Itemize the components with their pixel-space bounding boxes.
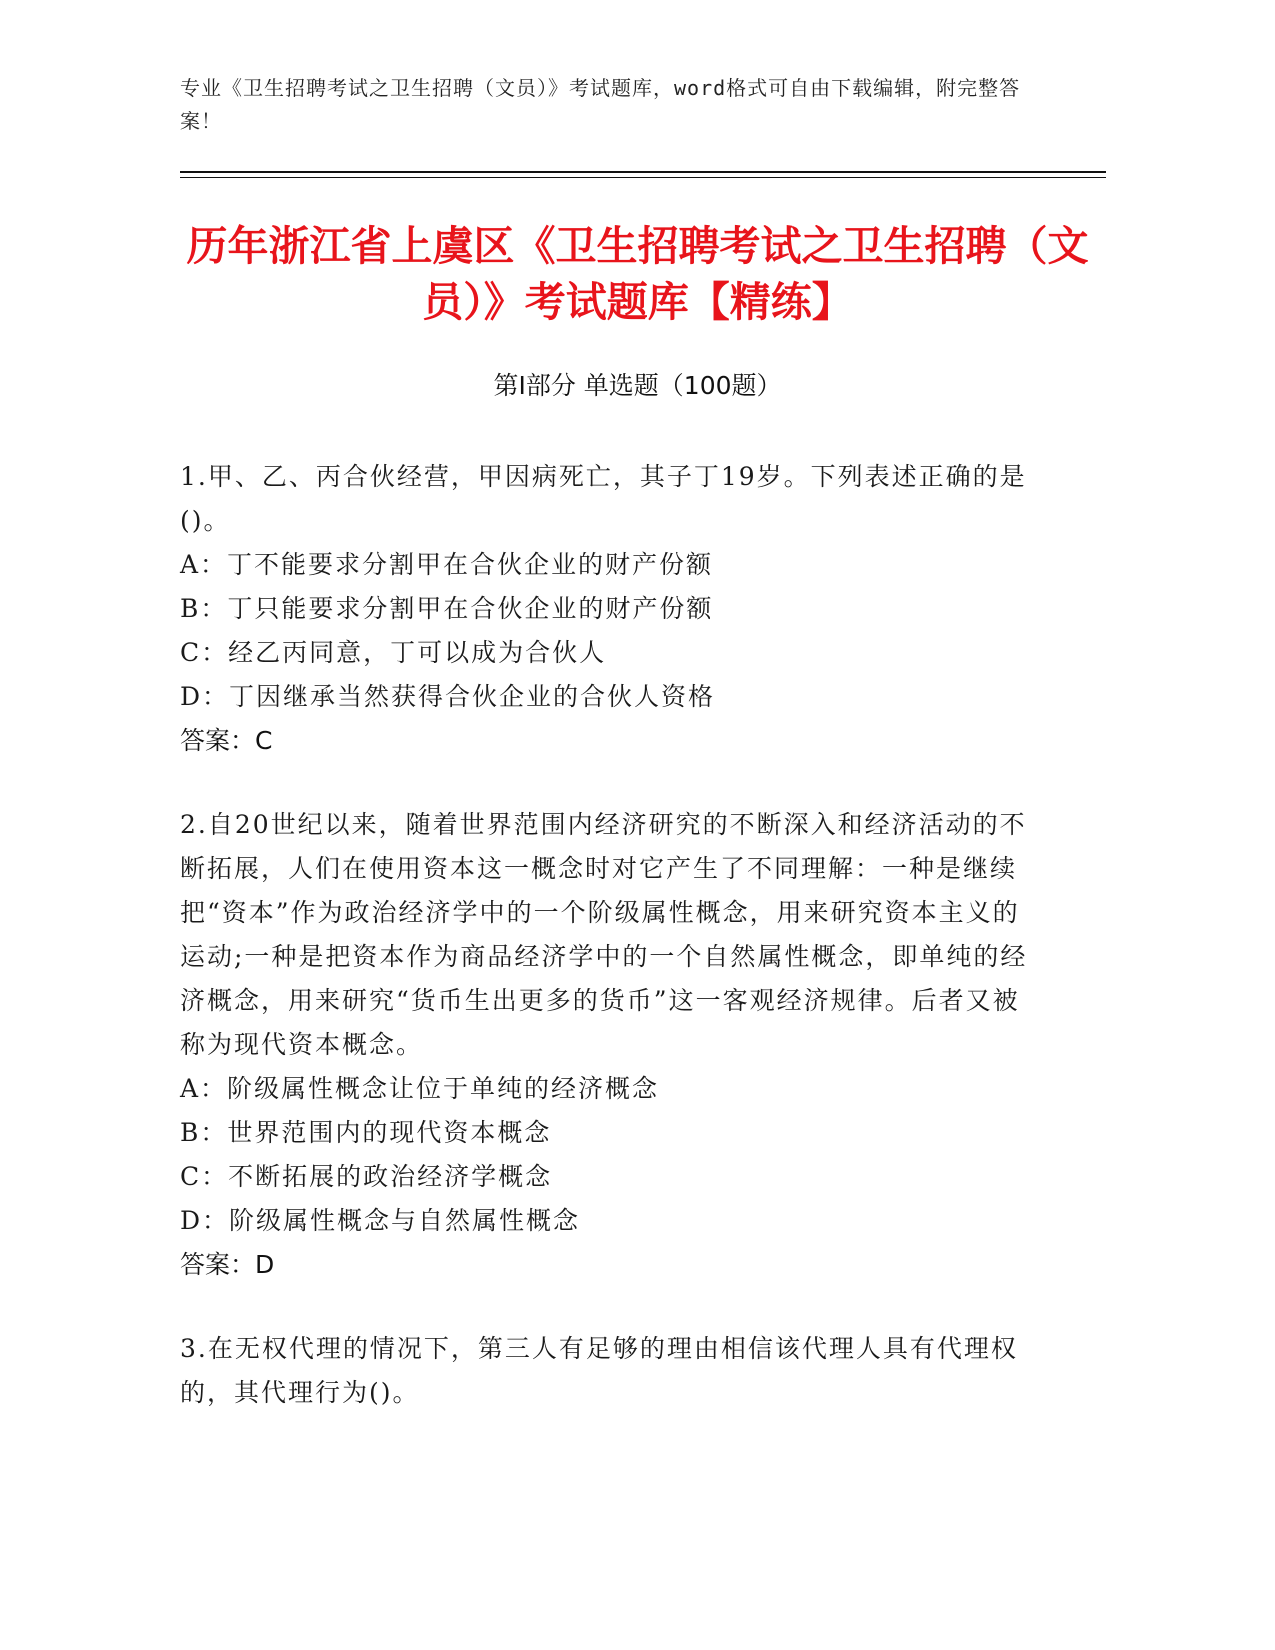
question-stem: 3.在无权代理的情况下，第三人有足够的理由相信该代理人具有代理权的，其代理行为()。 (180, 1334, 1018, 1407)
option-d: D：阶级属性概念与自然属性概念 (180, 1206, 581, 1235)
question-1 (180, 455, 1040, 763)
option-a: A：丁不能要求分割甲在合伙企业的财产份额 (180, 550, 714, 579)
header-divider-thin (180, 177, 1106, 178)
option-b: B：世界范围内的现代资本概念 (180, 1118, 552, 1147)
option-b: B：丁只能要求分割甲在合伙企业的财产份额 (180, 594, 714, 623)
answer: 答案：D (180, 1250, 275, 1279)
question-2 (180, 803, 1040, 1287)
option-d: D：丁因继承当然获得合伙企业的合伙人资格 (180, 682, 716, 711)
header-note: 专业《卫生招聘考试之卫生招聘（文员）》考试题库，word格式可自由下载编辑，附完整答案！ (180, 76, 1021, 133)
question-stem: 2.自20世纪以来，随着世界范围内经济研究的不断深入和经济活动的不断拓展，人们在使用资本这一概念时对它产生了不同理解：一种是继续把“资本”作为政治经济学中的一个阶级属性概念，用来研究资本主义的运动;一种是把资本作为商品经济学中的一个自然属性概念，即单纯的经济概念，用来研究“货币生出更多的货币”这一客观经济规律。后者又被称为现代资本概念。 (180, 810, 1028, 1059)
question-list (180, 455, 1040, 1455)
option-c: C：不断拓展的政治经济学概念 (180, 1162, 553, 1191)
option-c: C：经乙丙同意，丁可以成为合伙人 (180, 638, 607, 667)
option-a: A：阶级属性概念让位于单纯的经济概念 (180, 1074, 660, 1103)
section-title: 第Ⅰ部分 单选题（100题） (493, 371, 782, 400)
question-3 (180, 1327, 1040, 1415)
question-stem: 1.甲、乙、丙合伙经营，甲因病死亡，其子丁19岁。下列表述正确的是()。 (180, 462, 1027, 535)
answer: 答案：C (180, 726, 273, 755)
header-divider-thick (180, 171, 1106, 173)
document-title: 历年浙江省上虞区《卫生招聘考试之卫生招聘（文员）》考试题库【精练】 (186, 222, 1089, 326)
